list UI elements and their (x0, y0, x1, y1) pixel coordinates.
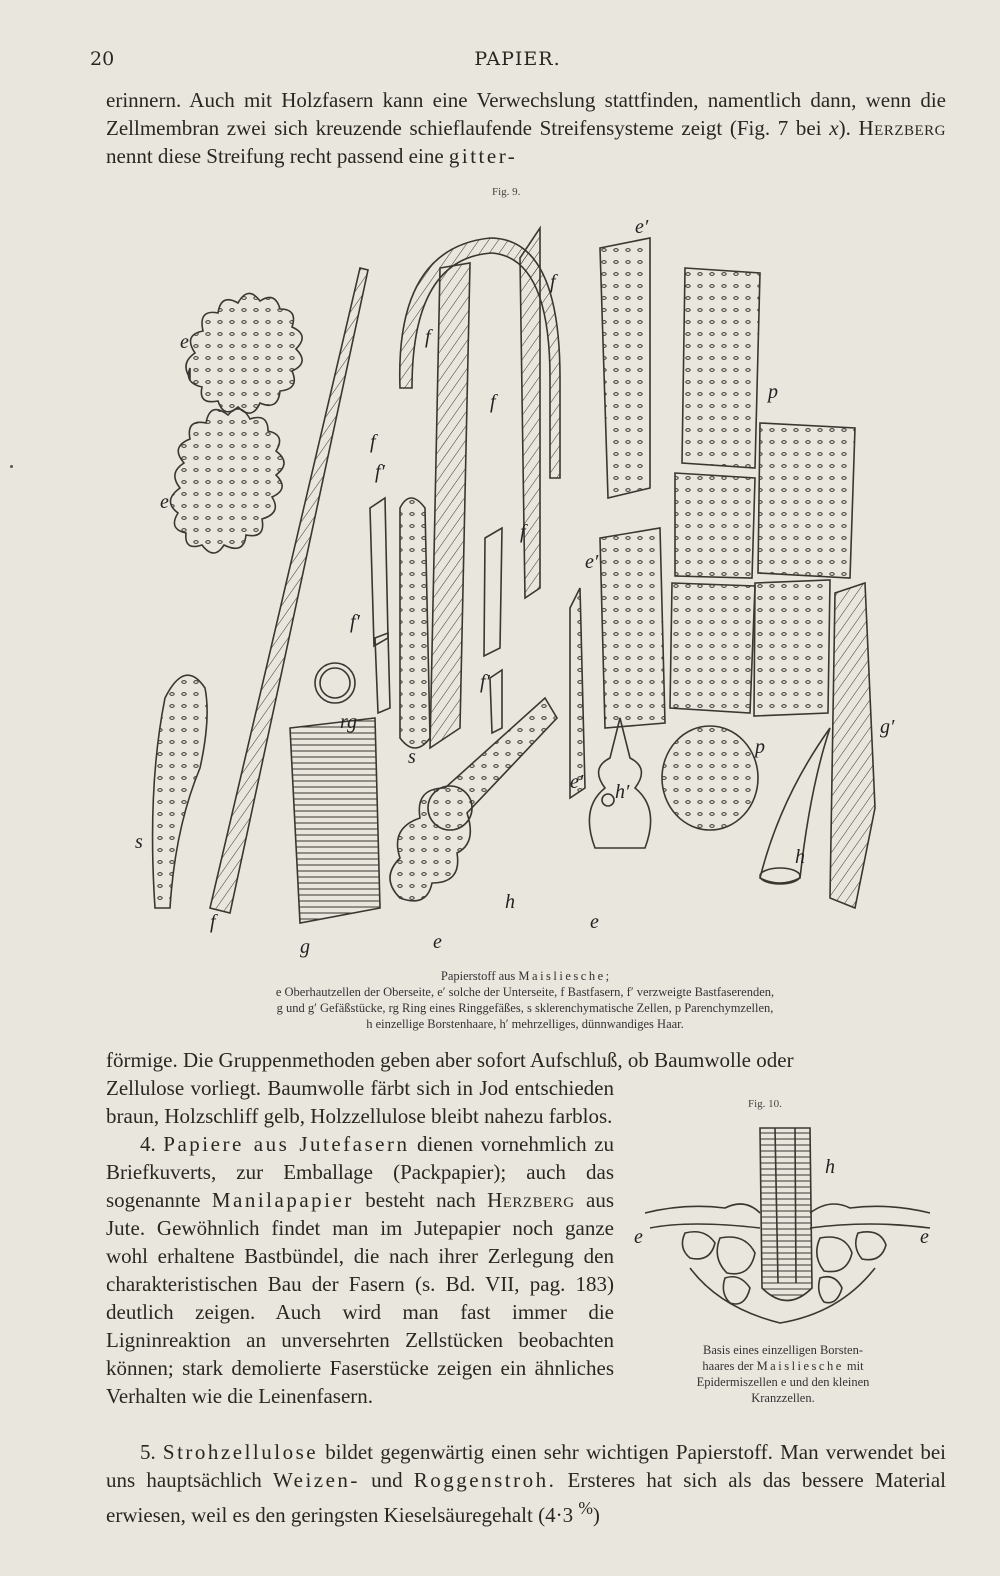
print-speck (10, 465, 13, 468)
paragraph-4: 4. Papiere aus Jutefasern dienen vornehmlich zu Briefkuverts, zur Emballage (Packpapier); auch das sogenannte Manilapapier besteht nach Herzberg aus Jute. Gewöhnlich findet man im Jutepapier noch ganze wohl erhaltene Bastbündel, die nach ihrer Zerlegung den charakteristischen Bau der Fasern (s. Bd. VII, pag. 183) deutlich zeigen. Auch wird man fast immer die Ligninreaktion an unversehrten Zellstücken beobachten können; stark demolierte Faserstücke zeigen ein ähnliches Verhalten wie die Leinenfasern. (106, 1132, 615, 1408)
vessel-g (290, 718, 380, 923)
svg-text:e: e (433, 931, 442, 953)
epidermis-cell-e-mid (170, 409, 284, 553)
fig9-letter-h: h (795, 846, 805, 868)
left-column (106, 1074, 614, 1410)
page-number: 20 (90, 48, 115, 70)
fig9-letter-p: p (768, 381, 778, 403)
fig9-label: Fig. 9. (492, 186, 521, 198)
fig9-letter-s: s (408, 746, 416, 768)
svg-text:h: h (505, 891, 515, 913)
svg-text:f′: f′ (350, 611, 360, 633)
svg-text:f: f (490, 391, 496, 413)
fig9-letter-e: e (180, 331, 189, 353)
svg-text:e′: e′ (585, 551, 599, 573)
x-ref: x (829, 116, 839, 140)
fig9-caption (120, 968, 930, 1032)
fig9-letter-h-prime: h′ (615, 781, 630, 803)
fig9-caption-line: h einzellige Borstenhaare, h′ mehrzelliges, dünnwandiges Haar. (366, 1017, 684, 1031)
svg-text:e: e (590, 911, 599, 933)
fig9-letter-f-prime: f′ (375, 461, 385, 483)
fig10-caption: Basis eines einzelligen Borsten- haares der Maisliesche mit Epidermiszellen e und den kleinen Kranzzellen. (696, 1343, 870, 1405)
fig10-letter-e: e (634, 1226, 643, 1248)
fig10-letter-h: h (825, 1156, 835, 1178)
vessel-g-prime (830, 583, 875, 908)
vessel-spotted (400, 498, 430, 748)
paragraph-mid-rest: Zellulose vorliegt. Baumwolle färbt sich in Jod entschieden braun, Holzschliff gelb, Holzzellulose bleibt nahezu farblos. (106, 1076, 614, 1128)
fig9-illustration (130, 208, 920, 963)
svg-text:p: p (755, 736, 765, 758)
fig9-letter-g-prime: g′ (880, 716, 895, 738)
paragraph-top: erinnern. Auch mit Holzfasern kann eine Verwechslung stattfinden, namentlich dann, wenn die Zellmembran zwei sich kreuzende schieflaufende Streifensysteme zeigt (Fig. 7 bei x). Herzberg nennt diese Streifung recht passend eine gitter- (106, 88, 946, 168)
paragraph-5: 5. Strohzellulose bildet gegenwärtig einen sehr wichtigen Papierstoff. Man verwendet bei uns hauptsächlich Weizen- und Roggenstroh. Ersteres hat sich als das bessere Material erwiesen, weil es den geringsten Kieselsäuregehalt (4·3 %) (106, 1440, 947, 1527)
svg-text:f′: f′ (480, 671, 490, 693)
bristle-hair-base (760, 1128, 812, 1301)
running-title: PAPIER. (474, 48, 561, 70)
epidermis-cell-e-top (186, 293, 302, 413)
svg-text:e: e (160, 491, 169, 513)
sclerenchyma-cell-s (153, 675, 208, 908)
fig9-caption-title: Papierstoff aus Maisliesche; (440, 969, 610, 983)
svg-text:f: f (520, 521, 526, 543)
svg-text:f: f (210, 911, 216, 933)
fig9-caption-line: e Oberhautzellen der Oberseite, e′ solche der Unterseite, f Bastfasern, f′ verzweigte Bastfaserenden, (275, 985, 775, 999)
svg-text:s: s (135, 831, 143, 853)
svg-text:e: e (920, 1226, 929, 1248)
svg-text:e′: e′ (570, 771, 584, 793)
svg-text:f: f (550, 271, 556, 293)
fig9-letter-f: f (425, 326, 431, 348)
paragraph-mid-first-line: förmige. Die Gruppenmethoden geben aber sofort Aufschluß, ob Baumwolle oder (106, 1048, 794, 1072)
fig9-letter-e-prime: e′ (635, 216, 649, 238)
fig9-caption-line: g und g′ Gefäßstücke, rg Ring eines Ringgefäßes, s sklerenchymatische Zellen, p Parenchymzellen, (276, 1001, 774, 1015)
fig10-illustration (630, 1118, 940, 1338)
svg-text:f: f (370, 431, 376, 453)
author-herzberg: Herzberg (858, 116, 946, 140)
fig9-letter-g: g (300, 936, 310, 958)
fig10-label: Fig. 10. (748, 1098, 782, 1110)
page-header (90, 48, 945, 72)
fig9-letter-rg: rg (340, 711, 358, 733)
underside-cell-e-prime (570, 238, 665, 798)
fiber-f-middle (430, 228, 540, 748)
ring-vessel-rg (315, 663, 355, 703)
